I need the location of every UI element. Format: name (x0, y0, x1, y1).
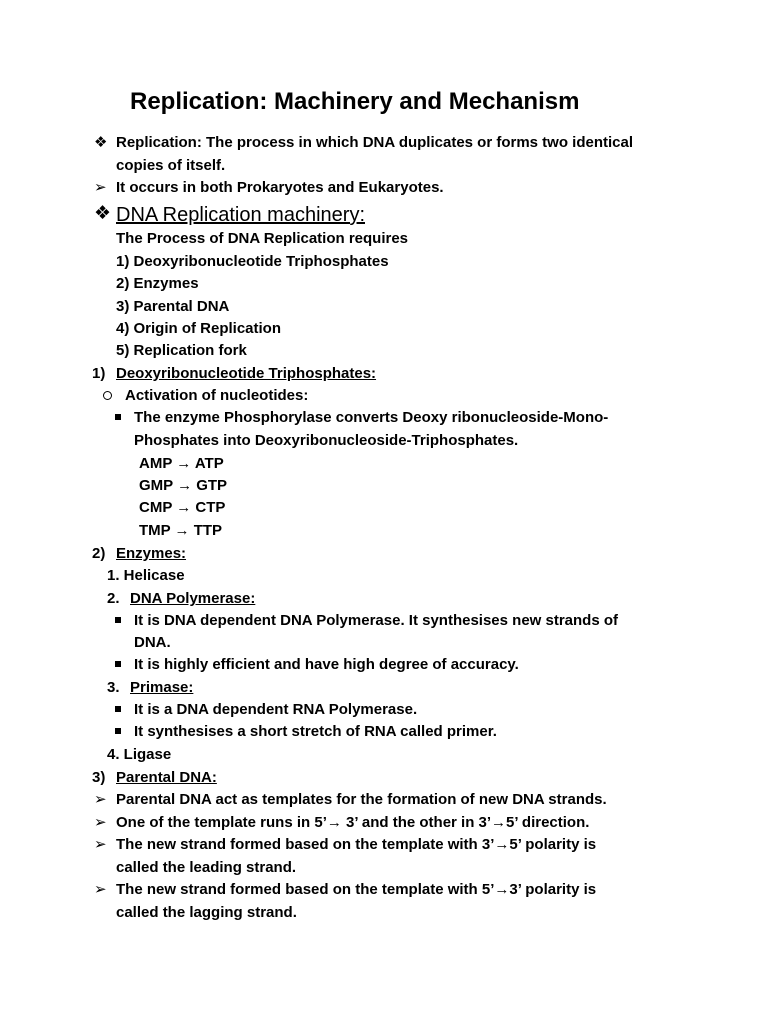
requirement-item: 2) Enzymes (116, 275, 199, 292)
square-bullet-icon (115, 706, 121, 712)
enzyme-item: 4. Ligase (107, 746, 172, 763)
enzyme-item-number: 3. (107, 679, 120, 696)
square-bullet-icon (115, 617, 121, 623)
conversion-line: TMP → TTP (139, 522, 223, 539)
enzyme-item: 1. Helicase (107, 567, 185, 584)
parental-line: One of the template runs in 5’→ 3’ and the other in 3’→5’ direction. (116, 814, 590, 831)
polymerase-line-cont: DNA. (134, 634, 171, 651)
section-title: Deoxyribonucleotide Triphosphates: (116, 365, 377, 382)
square-bullet-icon (115, 728, 121, 734)
arrow-bullet-icon: ➢ (94, 881, 107, 898)
arrow-bullet-icon: ➢ (94, 791, 107, 808)
square-bullet-icon (115, 661, 121, 667)
section-number: 2) (92, 545, 106, 562)
polymerase-line: It is DNA dependent DNA Polymerase. It synthesises new strands of (134, 612, 619, 629)
enzyme-line: The enzyme Phosphorylase converts Deoxy ribonucleoside-Mono- (134, 409, 609, 426)
requirement-item: 4) Origin of Replication (116, 320, 282, 337)
occurrence-line: It occurs in both Prokaryotes and Eukaryotes. (116, 179, 444, 196)
definition-line-cont: copies of itself. (116, 157, 226, 174)
arrow-bullet-icon: ➢ (94, 836, 107, 853)
diamond-bullet-icon: ❖ (94, 203, 112, 224)
primase-line: It is a DNA dependent RNA Polymerase. (134, 701, 418, 718)
parental-line: The new strand formed based on the template with 5’→3’ polarity is (116, 881, 597, 898)
enzyme-item-title: DNA Polymerase: (130, 590, 256, 607)
section-heading: DNA Replication machinery: (116, 204, 365, 226)
section-title: Enzymes: (116, 545, 187, 562)
enzyme-item-title: Primase: (130, 679, 194, 696)
primase-line: It synthesises a short stretch of RNA called primer. (134, 723, 497, 740)
subsection-line: Activation of nucleotides: (125, 387, 309, 404)
parental-line-cont: called the leading strand. (116, 859, 297, 876)
parental-line: The new strand formed based on the template with 3’→5’ polarity is (116, 836, 597, 853)
conversion-line: GMP → GTP (139, 477, 228, 494)
circle-bullet-icon (103, 391, 112, 400)
requirement-item: 5) Replication fork (116, 342, 247, 359)
requires-line: The Process of DNA Replication requires (116, 230, 409, 247)
conversion-line: AMP → ATP (139, 455, 224, 472)
parental-line-cont: called the lagging strand. (116, 904, 297, 921)
section-number: 3) (92, 769, 106, 786)
parental-line: Parental DNA act as templates for the formation of new DNA strands. (116, 791, 607, 808)
polymerase-line: It is highly efficient and have high degree of accuracy. (134, 656, 519, 673)
enzyme-line-cont: Phosphates into Deoxyribonucleoside-Triphosphates. (134, 432, 519, 449)
arrow-bullet-icon: ➢ (94, 179, 107, 196)
requirement-item: 3) Parental DNA (116, 298, 230, 315)
page-title: Replication: Machinery and Mechanism (130, 88, 580, 115)
section-number: 1) (92, 365, 106, 382)
diamond-bullet-icon: ❖ (94, 134, 108, 151)
enzyme-item-number: 2. (107, 590, 120, 607)
requirement-item: 1) Deoxyribonucleotide Triphosphates (116, 253, 389, 270)
arrow-bullet-icon: ➢ (94, 814, 107, 831)
conversion-line: CMP → CTP (139, 499, 226, 516)
section-title: Parental DNA: (116, 769, 217, 786)
definition-line: Replication: The process in which DNA duplicates or forms two identical (116, 134, 634, 151)
square-bullet-icon (115, 414, 121, 420)
